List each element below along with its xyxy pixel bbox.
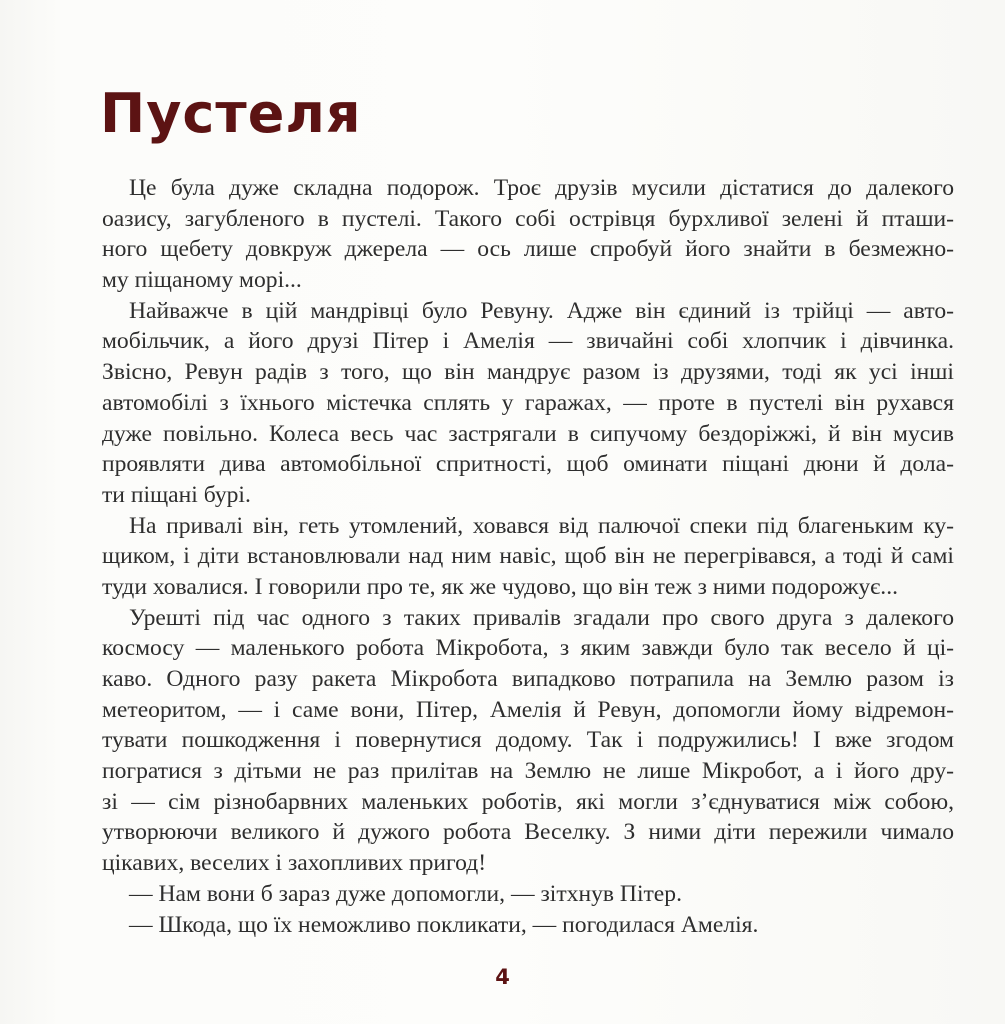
text-line: оазису, загубленого в пустелі. Такого собі острівця бурхливої зелені й пташи- [102,205,954,232]
text-line: му піщаному морі... [102,267,302,294]
text-line: туди ховалися. І говорили про те, як же чудово, що він теж з ними подорожує... [102,573,898,600]
text-line: ного щебету довкруж джерела — ось лише спробуй його знайти в безмежно- [102,236,954,263]
text-line: зі — сім різнобарвних маленьких роботів, які могли з’єднуватися між собою, [102,788,954,815]
text-line: Урешті під час одного з таких привалів згадали про свого друга з далекого [129,604,954,631]
text-line: утворюючи великого й дужого робота Веселку. З ними діти пережили чимало [102,819,954,846]
dialogue-line: — Нам вони б зараз дуже допомогли, — зітхнув Пітер. [129,880,682,907]
chapter-text [102,173,954,940]
text-line: погратися з дітьми не раз прилітав на Землю не лише Мікробот, а і його дру- [102,758,954,785]
text-line: метеоритом, — і саме вони, Пітер, Амелія й Ревун, допомогли йому відремон- [102,696,954,723]
text-line: цікавих, веселих і захопливих пригод! [102,850,487,877]
text-line: каво. Одного разу ракета Мікробота випадково потрапила на Землю разом із [102,666,954,692]
text-line: Звісно, Ревун радів з того, що він мандрує разом із друзями, тоді як усі інші [102,359,954,386]
text-line: тувати пошкодження і повернутися додому. Так і подружились! І вже згодом [102,727,954,754]
chapter-title: Пустеля [100,82,362,145]
text-line: ти піщані бурі. [102,481,251,508]
text-line: На привалі він, геть утомлений, ховався від палючої спеки під благеньким ку- [129,512,954,539]
text-line: космосу — маленького робота Мікробота, з яким завжди було так весело й ці- [102,635,954,662]
text-line: дуже повільно. Колеса весь час застрягали в сипучому бездоріжжі, й він мусив [102,420,954,447]
text-line: Це була дуже складна подорож. Троє друзів мусили дістатися до далекого [129,175,954,201]
text-line: щиком, і діти встановлювали над ним навіс, щоб він не перегрівався, а тоді й самі [102,543,954,570]
text-line: проявляти дива автомобільної спритності, щоб оминати піщані дюни й дола- [102,451,954,478]
dialogue-line: — Шкода, що їх неможливо покликати, — погодилася Амелія. [129,911,759,938]
page-number: 4 [495,965,510,989]
text-line: автомобілі з їхнього містечка сплять у гаражах, — проте в пустелі він рухався [102,389,954,416]
text-line: Найважче в цій мандрівці було Ревуну. Адже він єдиний із трійці — авто- [129,297,954,324]
text-line: мобільчик, а його друзі Пітер і Амелія — звичайні собі хлопчик і дівчинка. [102,328,954,355]
